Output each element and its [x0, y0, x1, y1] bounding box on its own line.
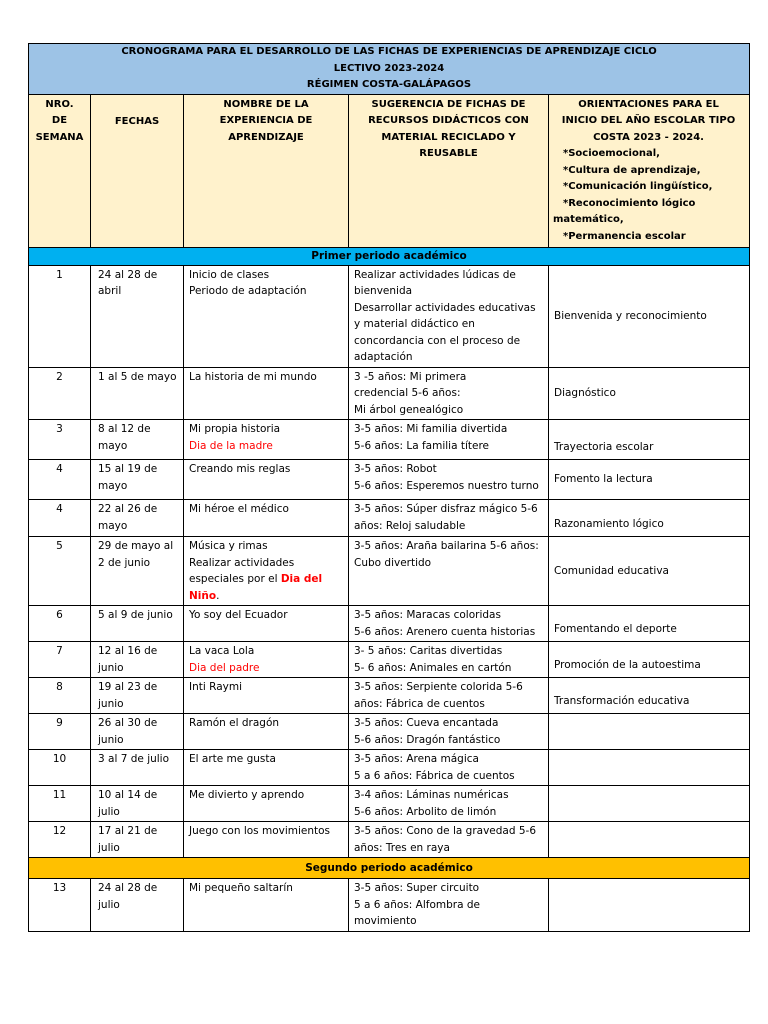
header-experience-line: APRENDIZAJE: [228, 131, 304, 143]
week-number: 13: [29, 879, 91, 932]
rows-second-period: [29, 879, 750, 932]
orientation-cell: Bienvenida y reconocimiento: [549, 265, 750, 367]
resource-line: 5-6 años: Arenero cuenta historias: [354, 625, 536, 638]
dates-cell: 24 al 28 de abril: [91, 265, 184, 367]
document-title: [29, 44, 750, 95]
experience-name-cell: [184, 420, 349, 460]
resource-line: concordancia con el proceso de: [354, 334, 521, 347]
resources-cell: [349, 420, 549, 460]
experience-name-cell: [184, 606, 349, 642]
resources-cell: [349, 367, 549, 420]
resource-line: años: Reloj saludable: [354, 519, 466, 532]
header-orientations-line: COSTA 2023 - 2024.: [593, 131, 704, 143]
resource-line: 5-6 años: La familia títere: [354, 439, 490, 452]
experience-name-line: Música y rimas: [189, 540, 268, 552]
header-resources-line: MATERIAL RECICLADO Y: [381, 131, 516, 143]
experience-name-line: Yo soy del Ecuador: [189, 609, 288, 621]
resource-line: adaptación: [354, 351, 413, 363]
dates-cell: 15 al 19 de mayo: [91, 460, 184, 500]
resources-cell: [349, 642, 549, 678]
rows-first-period: [29, 265, 750, 858]
table-row: [29, 714, 750, 750]
header-week-line: DE: [51, 115, 68, 126]
experience-name-cell: [184, 822, 349, 858]
resource-line: años: Tres en raya: [354, 841, 450, 854]
table-row: [29, 420, 750, 460]
resource-line: 3 -5 años: Mi primera: [354, 370, 467, 383]
resource-line: 5-6 años: Arbolito de limón: [354, 805, 497, 818]
resources-cell: [349, 460, 549, 500]
header-dates-label: FECHAS: [114, 115, 160, 127]
table-row: [29, 265, 750, 367]
table-row: [29, 537, 750, 606]
dates-cell: 24 al 28 de julio: [91, 879, 184, 932]
experience-name-line: Me divierto y aprendo: [189, 789, 305, 801]
experience-name-cell: [184, 460, 349, 500]
dates-cell: 8 al 12 de mayo: [91, 420, 184, 460]
experience-name-line: Inti Raymi: [189, 681, 242, 693]
header-orientations-line: *Permanencia escolar: [563, 230, 686, 242]
experience-name-highlight: Dia de la madre: [189, 439, 273, 452]
orientation-cell: Fomentando el deporte: [549, 606, 750, 642]
header-experience-name: [184, 94, 349, 247]
table-row: [29, 460, 750, 500]
orientation-cell: Razonamiento lógico: [549, 500, 750, 537]
experience-name-cell: [184, 642, 349, 678]
experience-name-cell: [184, 714, 349, 750]
dates-cell: 19 al 23 de junio: [91, 678, 184, 714]
header-week: [29, 94, 91, 247]
orientation-cell: Diagnóstico: [549, 367, 750, 420]
experience-name-cell: [184, 537, 349, 606]
resource-line: Cubo divertido: [354, 556, 432, 569]
orientation-cell: [549, 879, 750, 932]
header-orientations-line: matemático,: [553, 214, 624, 225]
week-number: 8: [29, 678, 91, 714]
header-orientations: [549, 94, 750, 247]
week-number: 11: [29, 786, 91, 822]
header-experience-line: EXPERIENCIA DE: [219, 115, 313, 126]
experience-name-highlight: Dia del: [280, 573, 323, 585]
header-week-line: NRO.: [45, 98, 74, 110]
experience-name-line: especiales por el: [189, 573, 278, 585]
orientation-cell: [549, 714, 750, 750]
table-row: [29, 786, 750, 822]
experience-name-cell: [184, 879, 349, 932]
period-row-first: [29, 247, 750, 265]
header-resources-line: RECURSOS DIDÁCTICOS CON: [368, 115, 529, 126]
resource-line: 5-6 años: Dragón fantástico: [354, 733, 501, 746]
week-number: 10: [29, 750, 91, 786]
resources-cell: [349, 822, 549, 858]
orientation-cell: Promoción de la autoestima: [549, 642, 750, 678]
table-row: [29, 642, 750, 678]
schedule-table: [28, 43, 750, 932]
table-row: [29, 879, 750, 932]
resources-cell: [349, 879, 549, 932]
orientation-cell: Fomento la lectura: [549, 460, 750, 500]
dates-cell: 10 al 14 de julio: [91, 786, 184, 822]
header-resources: [349, 94, 549, 247]
resource-line: 5- 6 años: Animales en cartón: [354, 661, 512, 674]
header-resources-line: SUGERENCIA DE FICHAS DE: [371, 98, 526, 110]
experience-name-punctuation: .: [216, 589, 220, 602]
week-number: 4: [29, 460, 91, 500]
header-experience-line: NOMBRE DE LA: [223, 98, 309, 110]
resources-cell: [349, 606, 549, 642]
resource-line: 3-5 años: Mi familia divertida: [354, 423, 508, 435]
experience-name-cell: [184, 750, 349, 786]
title-line-3: RÉGIMEN COSTA-GALÁPAGOS: [306, 79, 472, 90]
experience-name-highlight: Niño: [189, 589, 217, 602]
resource-line: 5 a 6 años: Fábrica de cuentos: [354, 769, 515, 782]
experience-name-cell: [184, 265, 349, 367]
resources-cell: [349, 714, 549, 750]
experience-name-cell: [184, 786, 349, 822]
resource-line: años: Fábrica de cuentos: [354, 697, 485, 710]
orientation-cell: Transformación educativa: [549, 678, 750, 714]
resource-line: Mi árbol genealógico: [354, 403, 464, 416]
experience-name-line: Periodo de adaptación: [189, 285, 307, 297]
header-resources-line: REUSABLE: [419, 148, 478, 159]
experience-name-line: [189, 588, 343, 605]
experience-name-line: Juego con los movimientos: [189, 825, 331, 837]
dates-cell: 5 al 9 de junio: [91, 606, 184, 642]
resource-line: 3-4 años: Láminas numéricas: [354, 789, 509, 801]
experience-name-line: Mi pequeño saltarín: [189, 882, 293, 894]
title-line-1: CRONOGRAMA PARA EL DESARROLLO DE LAS FICHAS DE EXPERIENCIAS DE APRENDIZAJE CICLO: [121, 46, 657, 57]
period-label-first: Primer periodo académico: [29, 247, 750, 265]
week-number: 4: [29, 500, 91, 537]
period-row-second: [29, 858, 750, 879]
header-orientations-line: *Comunicación lingüístico,: [563, 181, 713, 192]
experience-name-line: Realizar actividades: [189, 556, 295, 569]
week-number: 1: [29, 265, 91, 367]
header-week-line: SEMANA: [35, 131, 84, 143]
resource-line: 3-5 años: Cueva encantada: [354, 717, 499, 729]
resource-line: 5-6 años: Esperemos nuestro turno: [354, 479, 539, 492]
experience-name-highlight: Dia del padre: [189, 661, 260, 674]
resources-cell: [349, 537, 549, 606]
dates-cell: 12 al 16 de junio: [91, 642, 184, 678]
week-number: 2: [29, 367, 91, 420]
dates-cell: 1 al 5 de mayo: [91, 367, 184, 420]
experience-name-line: Mi propia historia: [189, 423, 281, 435]
header-orientations-line: ORIENTACIONES PARA EL: [578, 98, 719, 110]
resource-line: Desarrollar actividades educativas: [354, 301, 536, 314]
resource-line: credencial 5-6 años:: [354, 387, 461, 399]
experience-name-line: El arte me gusta: [189, 753, 276, 765]
orientation-cell: [549, 822, 750, 858]
table-row: [29, 500, 750, 537]
orientation-cell: Comunidad educativa: [549, 537, 750, 606]
resource-line: 3-5 años: Serpiente colorida 5-6: [354, 681, 523, 693]
week-number: 7: [29, 642, 91, 678]
table-row: [29, 606, 750, 642]
resource-line: 3-5 años: Robot: [354, 463, 437, 475]
title-row: [29, 44, 750, 95]
header-orientations-line: *Socioemocional,: [563, 148, 660, 159]
header-dates: [91, 94, 184, 247]
table-row: [29, 678, 750, 714]
resource-line: 3-5 años: Cono de la gravedad 5-6: [354, 825, 537, 837]
period-label-second: Segundo periodo académico: [29, 858, 750, 879]
week-number: 6: [29, 606, 91, 642]
dates-cell: 22 al 26 de mayo: [91, 500, 184, 537]
resource-line: 5 a 6 años: Alfombra de movimiento: [354, 898, 480, 927]
header-orientations-line: *Cultura de aprendizaje,: [563, 164, 701, 176]
resource-line: 3-5 años: Maracas coloridas: [354, 609, 501, 621]
resource-line: bienvenida: [354, 285, 413, 297]
header-orientations-line: INICIO DEL AÑO ESCOLAR TIPO: [561, 115, 736, 126]
table-row: [29, 822, 750, 858]
resource-line: 3-5 años: Arena mágica: [354, 753, 479, 765]
resources-cell: [349, 678, 549, 714]
resources-cell: [349, 265, 549, 367]
dates-cell: 3 al 7 de julio: [91, 750, 184, 786]
experience-name-line: Creando mis reglas: [189, 463, 291, 475]
resources-cell: [349, 786, 549, 822]
experience-name-cell: [184, 367, 349, 420]
experience-name-line: Ramón el dragón: [189, 717, 280, 729]
experience-name-cell: [184, 678, 349, 714]
resource-line: y material didáctico en: [354, 318, 475, 330]
header-row: [29, 94, 750, 247]
title-line-2: LECTIVO 2023-2024: [333, 62, 445, 74]
header-orientations-line: *Reconocimiento lógico: [563, 197, 696, 209]
week-number: 3: [29, 420, 91, 460]
dates-cell: 29 de mayo al 2 de junio: [91, 537, 184, 606]
orientation-cell: Trayectoria escolar: [549, 420, 750, 460]
resource-line: 3-5 años: Araña bailarina 5-6 años:: [354, 540, 539, 552]
experience-name-line: La historia de mi mundo: [189, 370, 317, 383]
dates-cell: 26 al 30 de junio: [91, 714, 184, 750]
table-row: [29, 367, 750, 420]
resources-cell: [349, 750, 549, 786]
dates-cell: 17 al 21 de julio: [91, 822, 184, 858]
experience-name-line: Mi héroe el médico: [189, 503, 289, 515]
resource-line: 3-5 años: Súper disfraz mágico 5-6: [354, 503, 538, 515]
week-number: 12: [29, 822, 91, 858]
resource-line: 3- 5 años: Caritas divertidas: [354, 645, 503, 657]
resource-line: Realizar actividades lúdicas de: [354, 268, 516, 281]
week-number: 9: [29, 714, 91, 750]
experience-name-cell: [184, 500, 349, 537]
orientation-cell: [549, 786, 750, 822]
resources-cell: [349, 500, 549, 537]
orientation-cell: [549, 750, 750, 786]
resource-line: 3-5 años: Super circuito: [354, 882, 480, 894]
experience-name-line: Inicio de clases: [189, 268, 270, 281]
week-number: 5: [29, 537, 91, 606]
experience-name-line: La vaca Lola: [189, 645, 255, 657]
table-row: [29, 750, 750, 786]
